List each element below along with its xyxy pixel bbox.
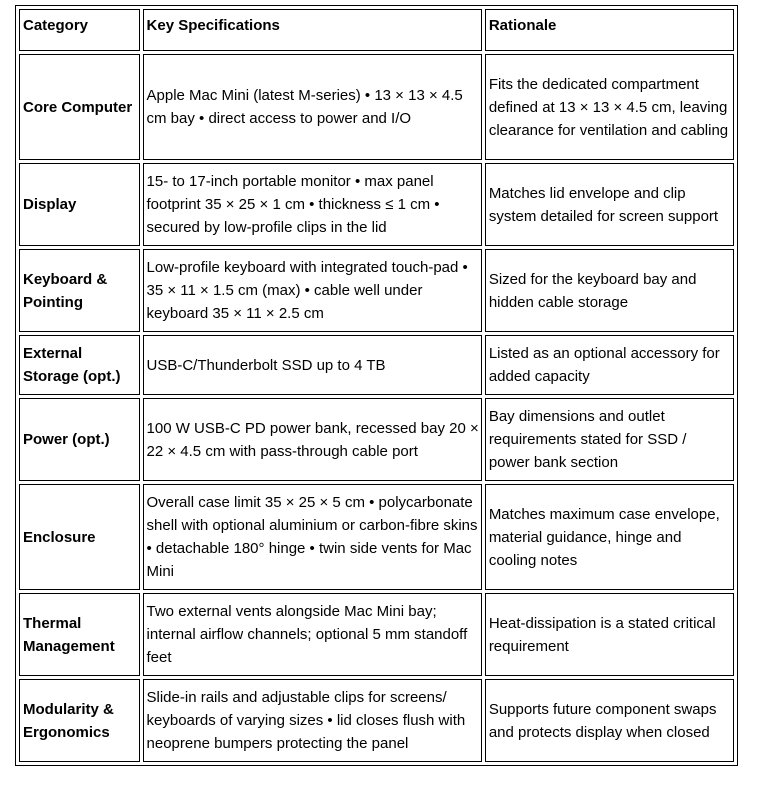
category-cell: Power (opt.) [19, 398, 140, 481]
specs-cell: Apple Mac Mini (latest M-series) • 13 × 13 × 4.5 cm bay • direct access to power and I/O [143, 54, 482, 160]
rationale-cell: Supports future component swaps and protects display when closed [485, 679, 734, 762]
rationale-cell: Bay dimensions and outlet requirements stated for SSD / power bank section [485, 398, 734, 481]
table-row [19, 249, 734, 332]
header-category: Category [19, 9, 140, 51]
category-cell: Modularity & Ergonomics [19, 679, 140, 762]
table-row [19, 593, 734, 676]
rationale-cell: Matches maximum case envelope, material guidance, hinge and cooling notes [485, 484, 734, 590]
specs-cell: Low-profile keyboard with integrated touch-pad • 35 × 11 × 1.5 cm (max) • cable well under keyboard 35 × 11 × 2.5 cm [143, 249, 482, 332]
table-row [19, 163, 734, 246]
rationale-cell: Sized for the keyboard bay and hidden cable storage [485, 249, 734, 332]
rationale-cell: Matches lid envelope and clip system detailed for screen support [485, 163, 734, 246]
table-row [19, 398, 734, 481]
category-cell: Display [19, 163, 140, 246]
table-row [19, 679, 734, 762]
header-row [19, 9, 734, 51]
table-row [19, 484, 734, 590]
rationale-cell: Listed as an optional accessory for added capacity [485, 335, 734, 395]
specs-cell: 100 W USB-C PD power bank, recessed bay 20 × 22 × 4.5 cm with pass-through cable port [143, 398, 482, 481]
rationale-cell: Heat-dissipation is a stated critical requirement [485, 593, 734, 676]
table-row [19, 335, 734, 395]
category-cell: Thermal Management [19, 593, 140, 676]
category-cell: External Storage (opt.) [19, 335, 140, 395]
rationale-cell: Fits the dedicated compartment defined at 13 × 13 × 4.5 cm, leaving clearance for ventilation and cabling [485, 54, 734, 160]
category-cell: Keyboard & Pointing [19, 249, 140, 332]
category-cell: Enclosure [19, 484, 140, 590]
table-row [19, 54, 734, 160]
specs-cell: Slide-in rails and adjustable clips for screens/ keyboards of varying sizes • lid closes flush with neoprene bumpers protecting the panel [143, 679, 482, 762]
specs-cell: Overall case limit 35 × 25 × 5 cm • polycarbonate shell with optional aluminium or carbon-fibre skins • detachable 180° hinge • twin side vents for Mac Mini [143, 484, 482, 590]
specs-cell: USB-C/Thunderbolt SSD up to 4 TB [143, 335, 482, 395]
header-rationale: Rationale [485, 9, 734, 51]
category-cell: Core Computer [19, 54, 140, 160]
specs-cell: 15- to 17-inch portable monitor • max panel footprint 35 × 25 × 1 cm • thickness ≤ 1 cm • secured by low-profile clips in the lid [143, 163, 482, 246]
specifications-table [15, 5, 738, 766]
specs-cell: Two external vents alongside Mac Mini bay; internal airflow channels; optional 5 mm standoff feet [143, 593, 482, 676]
header-key-specifications: Key Specifications [143, 9, 482, 51]
